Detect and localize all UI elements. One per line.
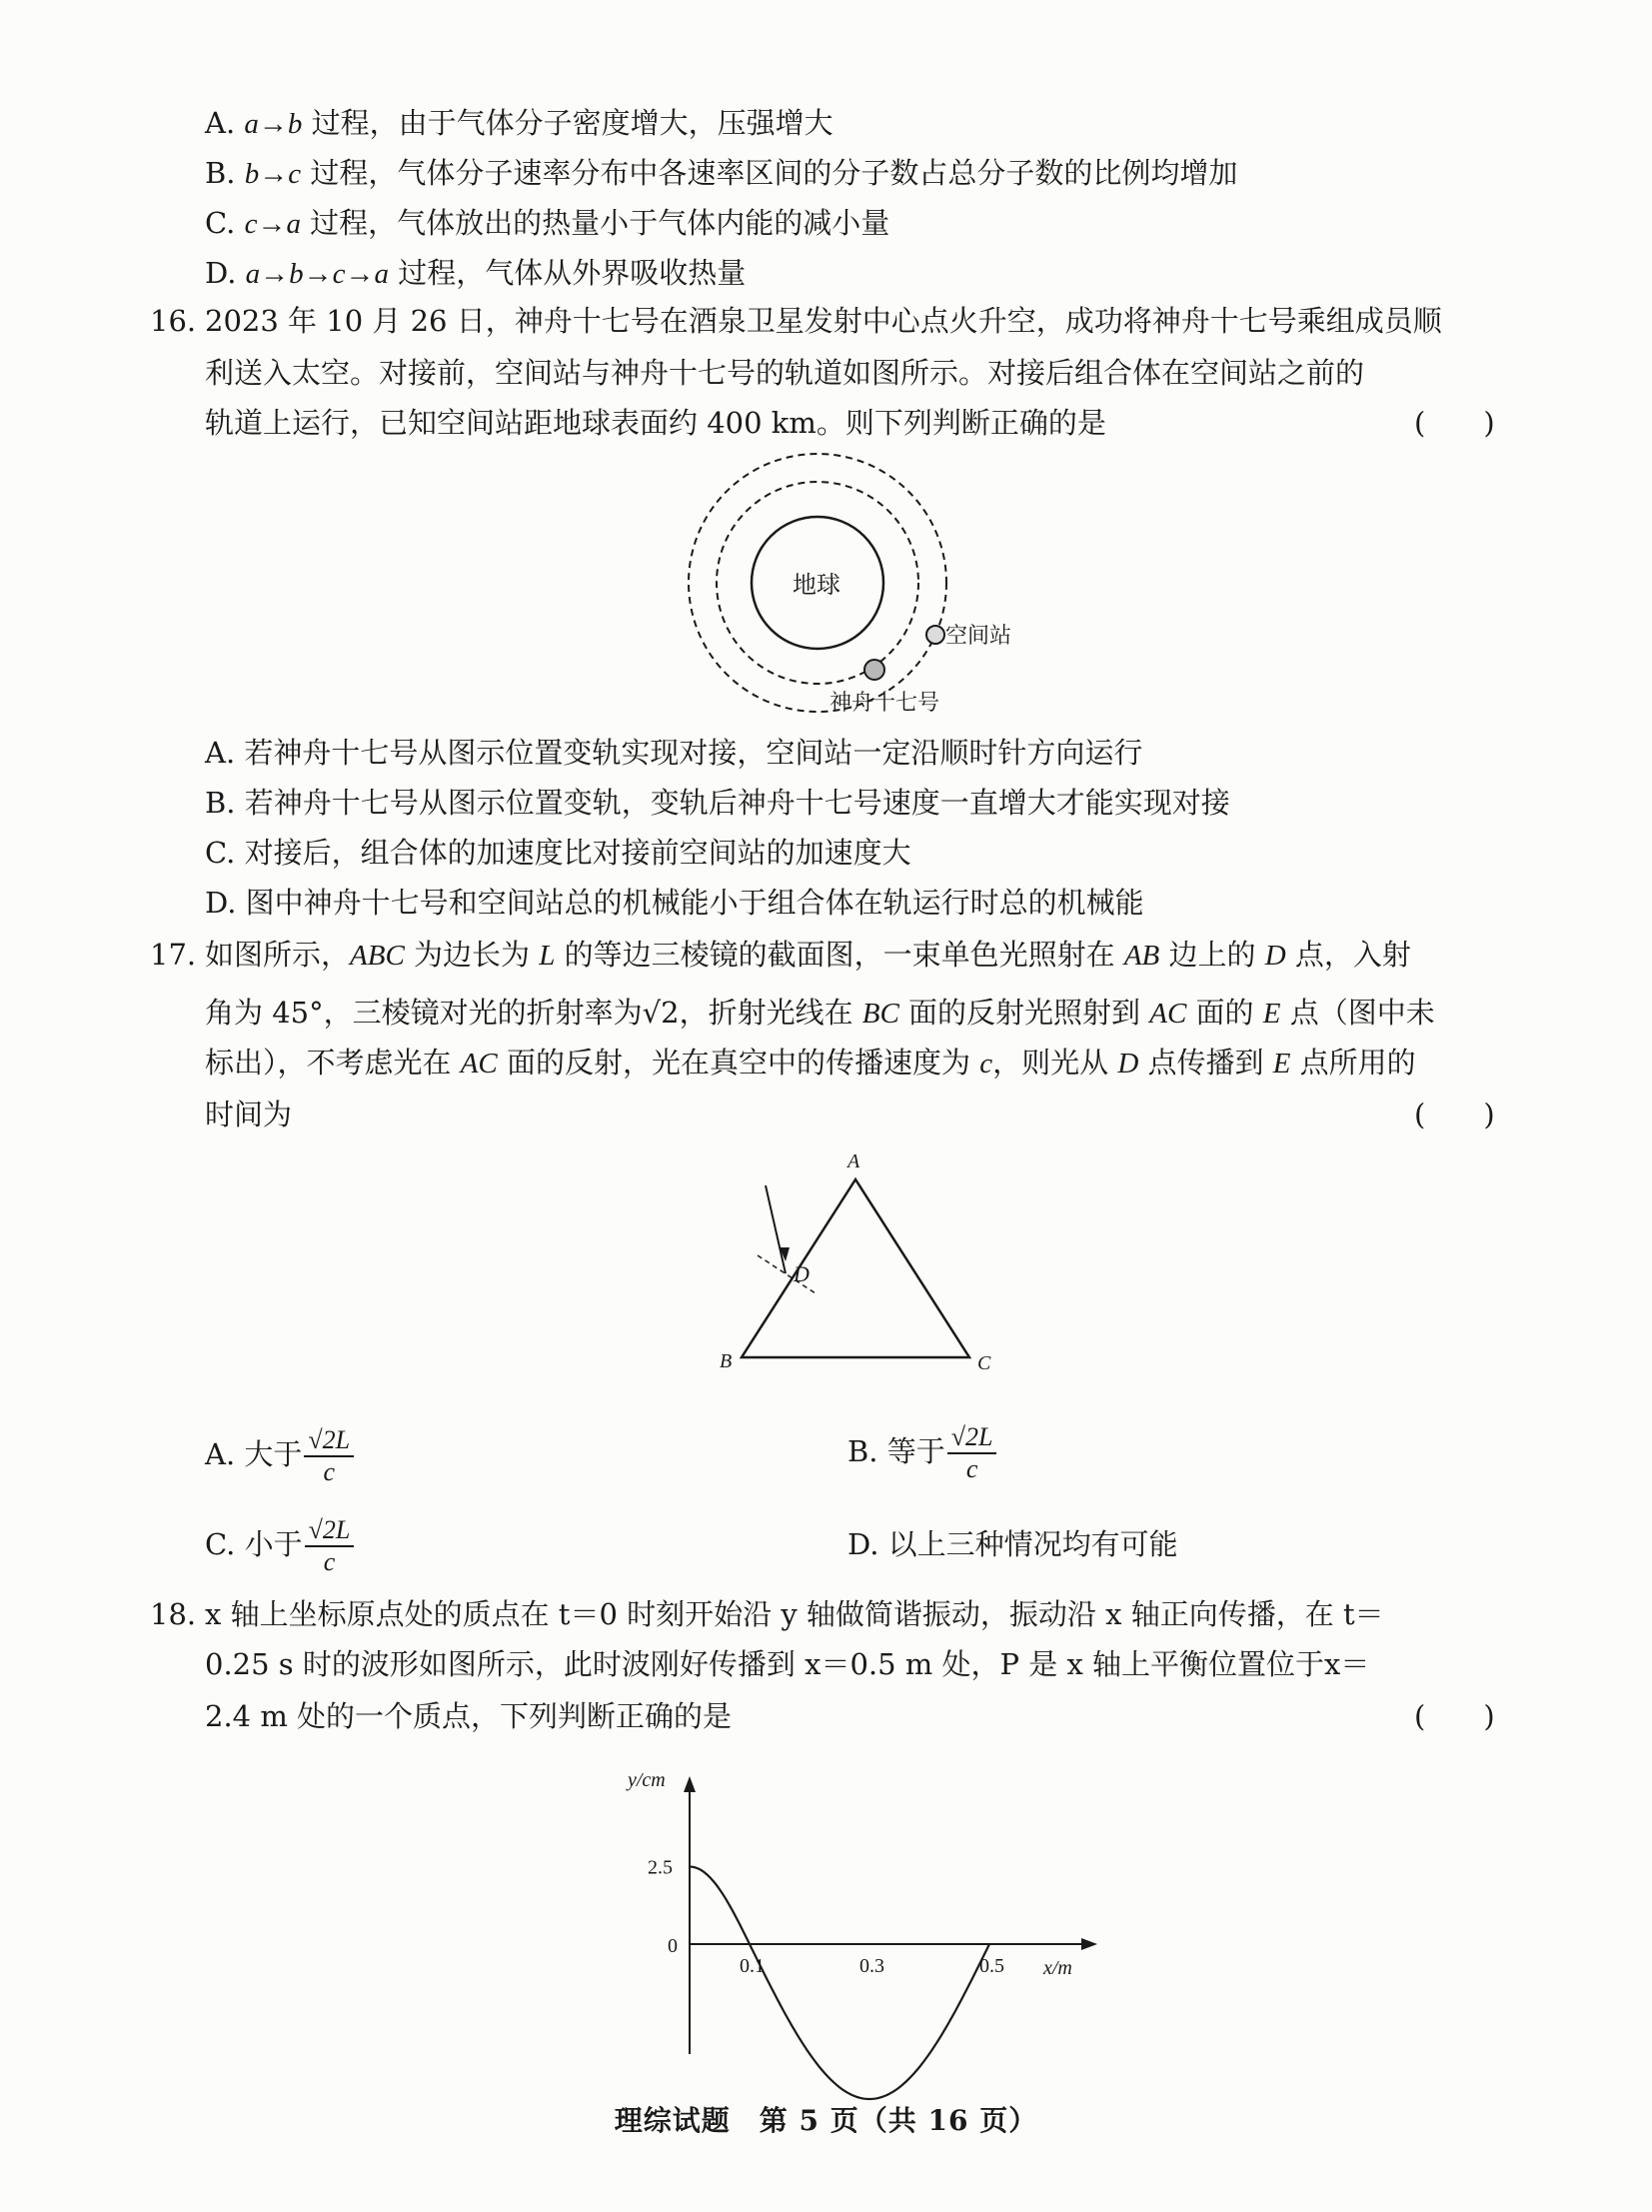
vertex-a-label: A	[847, 1150, 860, 1172]
x-tick-label: 0.3	[859, 1955, 884, 1977]
q15-option-d: D. a→b→c→a 过程，气体从外界吸收热量	[205, 256, 747, 290]
shenzhou-label: 神舟十七号	[829, 691, 940, 716]
q17-option-b: B. 等于 $\frac{√2L}{c}$	[847, 1411, 996, 1491]
q17-answer-bracket: ( )	[1414, 1098, 1495, 1131]
q16-stem-line2: 利送入太空。对接前，空间站与神舟十七号的轨道如图所示。对接后组合体在空间站之前的	[205, 356, 1365, 390]
prism-triangle	[742, 1179, 969, 1357]
q17-stem-line3: 标出），不考虑光在 AC 面的反射，光在真空中的传播速度为 c，则光从 D 点传播到 E 点所用的	[205, 1046, 1416, 1080]
q17-prism-figure	[710, 1149, 1009, 1379]
q15-option-a: A. a→b 过程，由于气体分子密度增大，压强增大	[205, 106, 833, 140]
space-station-dot	[926, 626, 944, 644]
q18-stem-line3: 2.4 m 处的一个质点，下列判断正确的是	[205, 1699, 733, 1733]
q16-answer-bracket: ( )	[1414, 406, 1495, 440]
x-tick-label: 0.5	[979, 1955, 1004, 1977]
q15-c-path: c→a	[244, 208, 301, 240]
q17-stem-line4: 时间为	[205, 1098, 293, 1131]
y-axis-label: y/cm	[628, 1769, 666, 1791]
incident-ray	[766, 1185, 786, 1273]
q15-b-path: b→c	[244, 158, 302, 190]
q17-option-a: A. 大于 $\frac{√2L}{c}$	[205, 1414, 354, 1494]
x-axis-arrow	[1081, 1938, 1097, 1950]
x-axis-label: x/m	[1043, 1957, 1072, 1979]
point-d-label: D	[794, 1261, 810, 1286]
q17-number: 17.	[150, 938, 197, 972]
q18-stem-line2: 0.25 s 时的波形如图所示，此时波刚好传播到 x＝0.5 m 处，P 是 x 轴上平衡位置位于x＝	[205, 1647, 1370, 1681]
q16-number: 16.	[150, 304, 197, 338]
shenzhou-dot	[864, 660, 884, 680]
q17-option-c: C. 小于 $\frac{√2L}{c}$	[205, 1504, 354, 1584]
q17-stem-line2: 角为 45°，三棱镜对光的折射率为√2，折射光线在 BC 面的反射光照射到 AC 面的 E 点（图中未	[205, 996, 1435, 1030]
q16-stem-line1: 2023 年 10 月 26 日，神舟十七号在酒泉卫星发射中心点火升空，成功将神舟十七号乘组成员顺	[205, 304, 1442, 338]
q16-option-b: B. 若神舟十七号从图示位置变轨，变轨后神舟十七号速度一直增大才能实现对接	[205, 786, 1230, 820]
q15-a-path: a→b	[244, 108, 303, 140]
page-footer: 理综试题 第 5 页（共 16 页）	[614, 2104, 1038, 2137]
q18-stem-line1: x 轴上坐标原点处的质点在 t＝0 时刻开始沿 y 轴做简谐振动，振动沿 x 轴正向传播，在 t＝	[205, 1597, 1384, 1631]
q18-number: 18.	[150, 1597, 197, 1631]
y-axis-arrow	[684, 1776, 696, 1792]
y-tick-label: 2.5	[648, 1856, 673, 1879]
origin-label: 0	[668, 1935, 678, 1957]
wave-curve	[690, 1867, 989, 2100]
space-station-label: 空间站	[945, 623, 1012, 648]
q15-option-b: B. b→c 过程，气体分子速率分布中各速率区间的分子数占总分子数的比例均增加	[205, 156, 1238, 190]
q18-wave-chart	[620, 1764, 1099, 2064]
q16-stem-line3: 轨道上运行，已知空间站距地球表面约 400 km。则下列判断正确的是	[205, 406, 1106, 440]
vertex-c-label: C	[977, 1352, 991, 1374]
q17-option-d: D. 以上三种情况均有可能	[847, 1527, 1178, 1561]
vertex-b-label: B	[720, 1350, 733, 1372]
q16-option-a: A. 若神舟十七号从图示位置变轨实现对接，空间站一定沿顺时针方向运行	[205, 736, 1143, 770]
q16-option-c: C. 对接后，组合体的加速度比对接前空间站的加速度大	[205, 836, 911, 870]
q17-stem-line1: 如图所示，ABC 为边长为 L 的等边三棱镜的截面图，一束单色光照射在 AB 边上的 D 点，入射	[205, 938, 1411, 972]
q15-d-path: a→b→c→a	[245, 258, 390, 290]
q18-answer-bracket: ( )	[1414, 1699, 1495, 1733]
x-tick-label: 0.1	[740, 1955, 765, 1977]
q16-option-d: D. 图中神舟十七号和空间站总的机械能小于组合体在轨运行时总的机械能	[205, 886, 1144, 920]
earth-label: 地球	[793, 573, 840, 599]
q16-orbit-figure	[680, 445, 1012, 725]
q15-option-c: C. c→a 过程，气体放出的热量小于气体内能的减小量	[205, 206, 890, 240]
